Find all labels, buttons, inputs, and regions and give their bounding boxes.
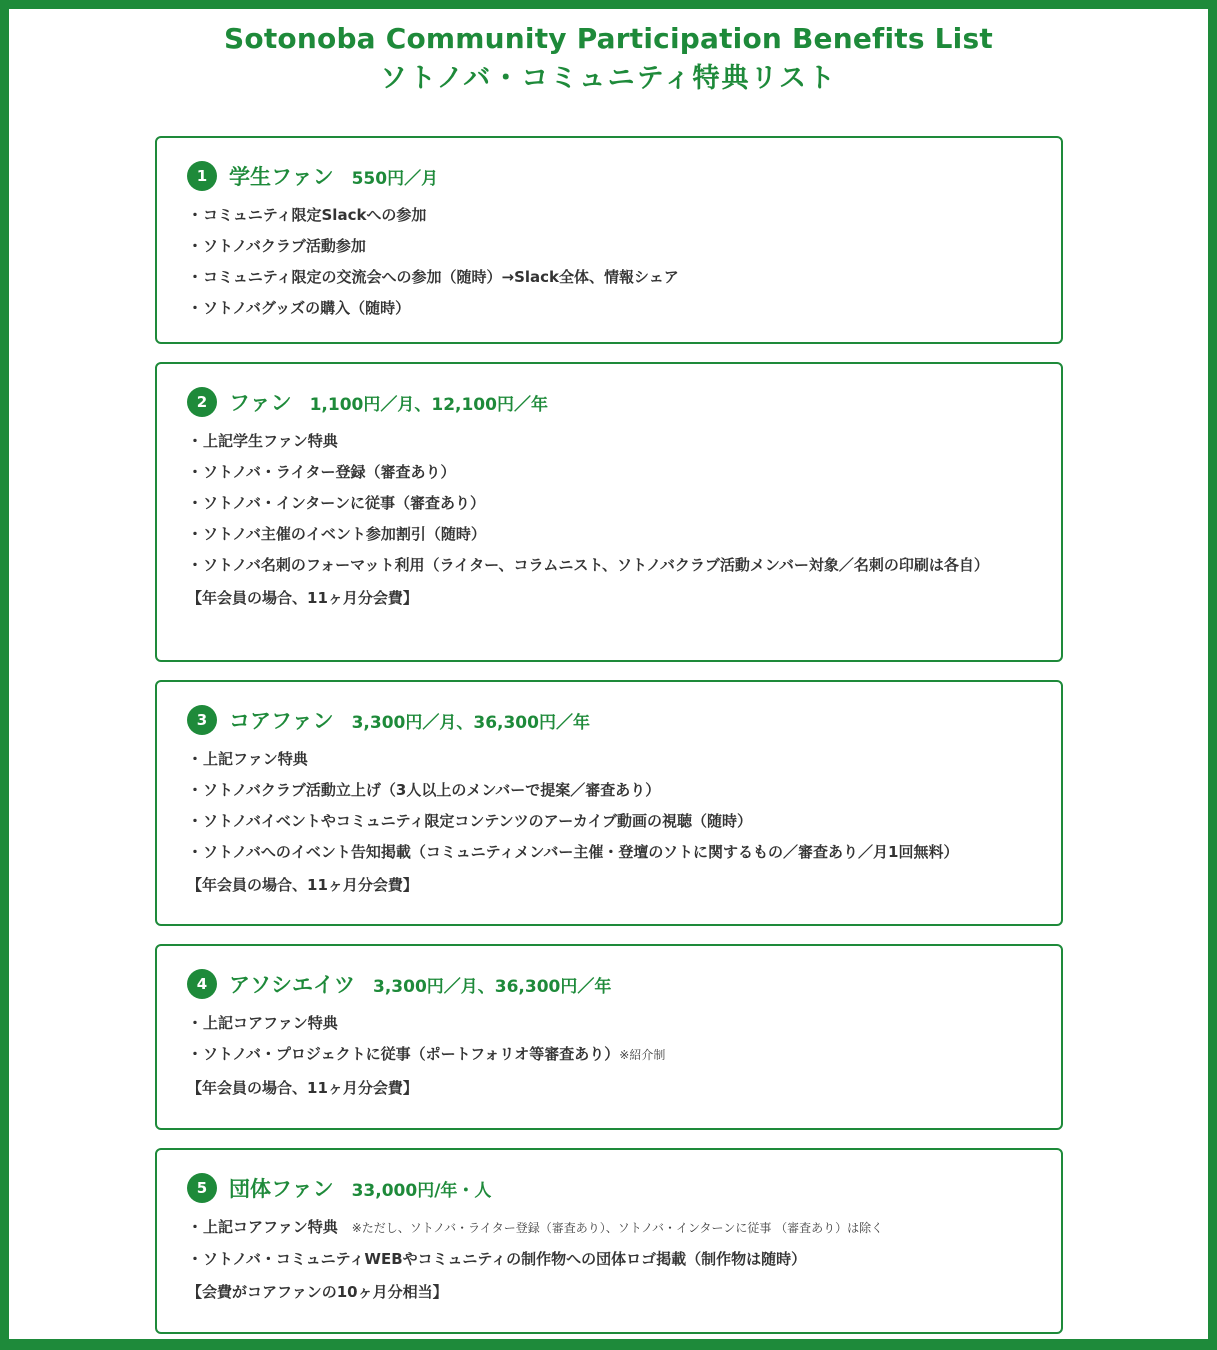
tier-card-fan — [155, 362, 1063, 662]
benefit-list — [187, 1012, 1029, 1067]
benefit-list — [187, 204, 1029, 320]
fee-note: 【年会員の場合、11ヶ月分会費】 — [187, 589, 418, 607]
tier-card-group-fan — [155, 1148, 1063, 1334]
tier-header — [187, 968, 1029, 1000]
benefit-item: ・ ソトノバ・ライター登録（審査あり） — [187, 461, 1029, 484]
referral-note: ※紹介制 — [619, 1048, 666, 1062]
benefit-item: ・ 上記コアファン特典 — [187, 1012, 1029, 1035]
benefit-item: ・ ソトノバ主催のイベント参加割引（随時） — [187, 523, 1029, 546]
tier-number-badge: 4 — [187, 969, 217, 999]
tier-header — [187, 1172, 1029, 1204]
tier-header — [187, 704, 1029, 736]
tier-name: アソシエイツ — [229, 973, 355, 997]
benefit-text: ソトノバ・プロジェクトに従事（ポートフォリオ等審査あり） — [203, 1045, 620, 1063]
tier-price: 33,000円/年・人 — [351, 1180, 492, 1201]
tier-price: 3,300円／月、36,300円／年 — [373, 976, 612, 997]
fee-note: 【会費がコアファンの10ヶ月分相当】 — [187, 1283, 448, 1301]
benefit-item: ・ ソトノバクラブ活動参加 — [187, 235, 1029, 258]
tier-name: コアファン — [229, 709, 334, 733]
tier-card-student-fan — [155, 136, 1063, 344]
tier-name: ファン — [229, 391, 292, 415]
tier-number-badge: 1 — [187, 161, 217, 191]
benefit-list — [187, 1216, 1029, 1271]
tier-name: 団体ファン — [229, 1177, 334, 1201]
benefit-item: ・ コミュニティ限定Slackへの参加 — [187, 204, 1029, 227]
benefit-list — [187, 430, 1029, 577]
benefit-list — [187, 748, 1029, 864]
benefit-item: ・ ソトノバ・コミュニティWEBやコミュニティの制作物への団体ロゴ掲載（制作物は随時） — [187, 1248, 1029, 1271]
benefit-item: ・ 上記ファン特典 — [187, 748, 1029, 771]
page-title-en: Sotonoba Community Participation Benefits List — [224, 22, 993, 55]
tier-name: 学生ファン — [229, 165, 334, 189]
benefit-item: ・ ソトノバ・インターンに従事（審査あり） — [187, 492, 1029, 515]
fee-note: 【年会員の場合、11ヶ月分会費】 — [187, 876, 418, 894]
tier-price: 3,300円／月、36,300円／年 — [351, 712, 590, 733]
benefit-item — [187, 1043, 1029, 1067]
page-title-jp: ソトノバ・コミュニティ特典リスト — [380, 63, 837, 94]
tier-number-badge: 5 — [187, 1173, 217, 1203]
benefit-text: 上記コアファン特典 — [203, 1218, 338, 1236]
tier-number-badge: 3 — [187, 705, 217, 735]
tier-card-associates — [155, 944, 1063, 1130]
tier-header — [187, 386, 1029, 418]
tier-price: 1,100円／月、12,100円／年 — [309, 394, 548, 415]
page-header — [9, 9, 1208, 99]
benefit-item: ・ ソトノバイベントやコミュニティ限定コンテンツのアーカイブ動画の視聴（随時） — [187, 810, 1029, 833]
benefit-item: ・ ソトノバグッズの購入（随時） — [187, 297, 1029, 320]
benefit-item: ・ ソトノバ名刺のフォーマット利用（ライター、コラムニスト、ソトノバクラブ活動メンバー対象／名刺の印刷は各自） — [187, 554, 1029, 577]
exclusion-note: ※ただし、ソトノバ・ライター登録（審査あり）、ソトノバ・インターンに従事 （審査あり）は除く — [351, 1221, 884, 1235]
tier-card-core-fan — [155, 680, 1063, 926]
benefit-item: ・ コミュニティ限定の交流会への参加（随時）→Slack全体、情報シェア — [187, 266, 1029, 289]
benefit-item: ・ ソトノバへのイベント告知掲載（コミュニティメンバー主催・登壇のソトに関するもの／審査あり／月1回無料） — [187, 841, 1029, 864]
benefit-item: ・ 上記学生ファン特典 — [187, 430, 1029, 453]
benefit-item — [187, 1216, 1029, 1240]
tier-price: 550円／月 — [351, 168, 439, 189]
tier-number-badge: 2 — [187, 387, 217, 417]
tier-header — [187, 160, 1029, 192]
benefit-item: ・ ソトノバクラブ活動立上げ（3人以上のメンバーで提案／審査あり） — [187, 779, 1029, 802]
fee-note: 【年会員の場合、11ヶ月分会費】 — [187, 1079, 418, 1097]
